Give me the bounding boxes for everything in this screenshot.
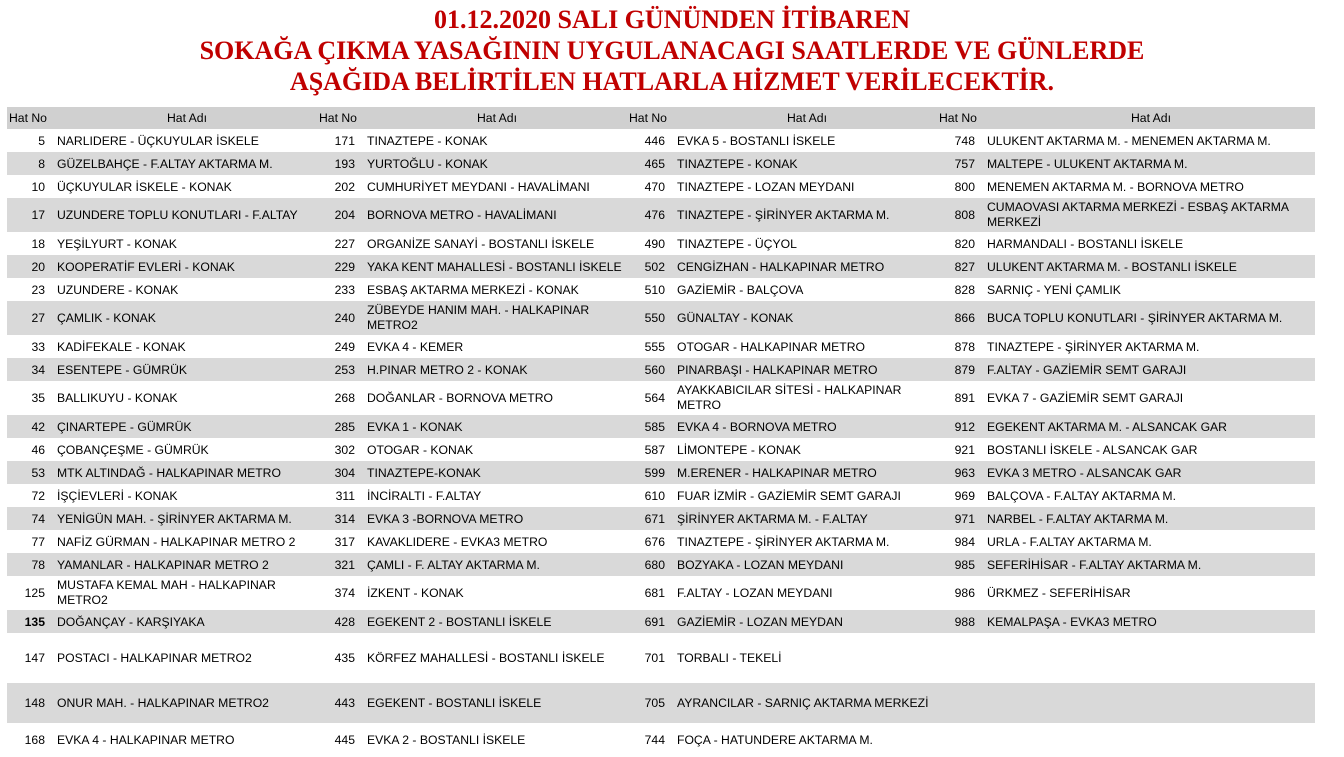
table-row xyxy=(7,484,1315,507)
route-number: 171 xyxy=(334,133,355,148)
table-row xyxy=(7,335,1315,358)
route-name: F.ALTAY - LOZAN MEYDANI xyxy=(677,586,833,600)
route-name: DOĞANLAR - BORNOVA METRO xyxy=(367,391,553,405)
route-name: NARBEL - F.ALTAY AKTARMA M. xyxy=(987,511,1169,526)
route-number: 744 xyxy=(644,733,665,747)
route-number: 681 xyxy=(644,586,665,600)
route-name: URLA - F.ALTAY AKTARMA M. xyxy=(987,534,1152,549)
route-name xyxy=(983,723,1315,757)
table-row xyxy=(7,198,1315,232)
route-name: İNCİRALTI - F.ALTAY xyxy=(367,488,482,503)
route-name: PINARBAŞI - HALKAPINAR METRO xyxy=(677,362,878,377)
route-name: KADİFEKALE - KONAK xyxy=(57,339,186,354)
route-number: 35 xyxy=(31,391,45,405)
route-name: ÜRKMEZ - SEFERİHİSAR xyxy=(987,586,1131,600)
route-number: 828 xyxy=(954,282,975,297)
route-number: 891 xyxy=(954,391,975,405)
route-name: POSTACI - HALKAPINAR METRO2 xyxy=(57,651,252,665)
route-number: 748 xyxy=(954,133,975,148)
table-row xyxy=(7,633,1315,683)
col-header-hat-no: Hat No xyxy=(629,111,667,125)
page-title xyxy=(0,4,1344,97)
route-name: TINAZTEPE - ŞİRİNYER AKTARMA M. xyxy=(677,534,890,549)
col-header-hat-adi: Hat Adı xyxy=(477,111,517,125)
route-number: 676 xyxy=(644,534,665,549)
route-number: 878 xyxy=(954,339,975,354)
route-number: 963 xyxy=(954,465,975,480)
route-number: 490 xyxy=(644,236,665,251)
route-name: NAFİZ GÜRMAN - HALKAPINAR METRO 2 xyxy=(57,534,296,549)
route-number: 443 xyxy=(334,696,355,710)
route-number: 268 xyxy=(334,391,355,405)
route-number: 72 xyxy=(31,488,45,503)
route-name: TINAZTEPE - ÜÇYOL xyxy=(677,236,797,251)
route-name: OTOGAR - KONAK xyxy=(367,442,474,457)
route-number: 229 xyxy=(334,259,355,274)
route-name: MTK ALTINDAĞ - HALKAPINAR METRO xyxy=(57,465,281,480)
table-row xyxy=(7,175,1315,198)
route-name: KEMALPAŞA - EVKA3 METRO xyxy=(987,614,1157,629)
route-number: 34 xyxy=(31,362,45,377)
route-number: 701 xyxy=(644,651,665,665)
route-number: 757 xyxy=(954,156,975,171)
route-name: BOZYAKA - LOZAN MEYDANI xyxy=(677,557,844,572)
route-number: 808 xyxy=(954,208,975,222)
route-number: 610 xyxy=(644,488,665,503)
route-number: 33 xyxy=(31,339,45,354)
route-name: TORBALI - TEKELİ xyxy=(677,651,782,665)
route-name: BORNOVA METRO - HAVALİMANI xyxy=(367,208,557,222)
route-name: NARLIDERE - ÜÇKUYULAR İSKELE xyxy=(57,133,259,148)
table-row xyxy=(7,129,1315,152)
route-number: 42 xyxy=(31,419,45,434)
route-number: 125 xyxy=(24,586,45,600)
route-number: 168 xyxy=(24,733,45,747)
route-number: 10 xyxy=(31,179,45,194)
route-number: 984 xyxy=(954,534,975,549)
route-number: 20 xyxy=(31,259,45,274)
col-header-hat-adi: Hat Adı xyxy=(167,111,207,125)
route-number: 227 xyxy=(334,236,355,251)
route-number: 680 xyxy=(644,557,665,572)
route-number: 800 xyxy=(954,179,975,194)
route-number: 985 xyxy=(954,557,975,572)
route-name: EGEKENT 2 - BOSTANLI İSKELE xyxy=(367,614,552,629)
route-number: 988 xyxy=(954,614,975,629)
table-row xyxy=(7,723,1315,757)
route-name: GAZİEMİR - BALÇOVA xyxy=(677,282,804,297)
route-number: 135 xyxy=(24,614,45,629)
route-name: SARNIÇ - YENİ ÇAMLIK xyxy=(987,282,1121,297)
route-number: 46 xyxy=(31,442,45,457)
route-number: 564 xyxy=(644,391,665,405)
route-name: F.ALTAY - GAZİEMİR SEMT GARAJI xyxy=(987,362,1187,377)
route-number: 986 xyxy=(954,586,975,600)
route-number: 249 xyxy=(334,339,355,354)
route-number: 445 xyxy=(334,733,355,747)
table-header-row xyxy=(7,107,1315,129)
route-number: 233 xyxy=(334,282,355,297)
route-name: EGEKENT AKTARMA M. - ALSANCAK GAR xyxy=(987,419,1227,434)
route-name: M.ERENER - HALKAPINAR METRO xyxy=(677,465,877,480)
route-name: CUMHURİYET MEYDANI - HAVALİMANI xyxy=(367,179,590,194)
route-number: 827 xyxy=(954,259,975,274)
route-number: 691 xyxy=(644,614,665,629)
route-name: ÇOBANÇEŞME - GÜMRÜK xyxy=(57,442,209,457)
route-number: 705 xyxy=(644,696,665,710)
title-line-2: SOKAĞA ÇIKMA YASAĞININ UYGULANACAGI SAATLERDE VE GÜNLERDE xyxy=(199,36,1145,65)
route-name: YAKA KENT MAHALLESİ - BOSTANLI İSKELE xyxy=(367,259,622,274)
route-name: H.PINAR METRO 2 - KONAK xyxy=(367,362,528,377)
route-number: 193 xyxy=(334,156,355,171)
route-name: EVKA 4 - KEMER xyxy=(367,339,464,354)
route-name: MALTEPE - ULUKENT AKTARMA M. xyxy=(987,156,1188,171)
route-name: BUCA TOPLU KONUTLARI - ŞİRİNYER AKTARMA M. xyxy=(987,311,1283,325)
route-number: 599 xyxy=(644,465,665,480)
route-number: 560 xyxy=(644,362,665,377)
route-name: ONUR MAH. - HALKAPINAR METRO2 xyxy=(57,696,269,710)
route-name: ESENTEPE - GÜMRÜK xyxy=(57,362,188,377)
route-name: TINAZTEPE - ŞİRİNYER AKTARMA M. xyxy=(677,208,890,222)
table-row xyxy=(7,301,1315,335)
route-number xyxy=(937,683,983,723)
route-name: BOSTANLI İSKELE - ALSANCAK GAR xyxy=(987,442,1198,457)
table-row xyxy=(7,358,1315,381)
route-number: 435 xyxy=(334,651,355,665)
route-number: 866 xyxy=(954,311,975,325)
route-name: GAZİEMİR - LOZAN MEYDAN xyxy=(677,614,843,629)
route-number: 53 xyxy=(31,465,45,480)
route-number: 285 xyxy=(334,419,355,434)
route-name: LİMONTEPE - KONAK xyxy=(677,442,801,457)
route-name: CUMAOVASI AKTARMA MERKEZİ - ESBAŞ AKTARMA MERKEZİ xyxy=(987,200,1289,229)
title-line-3: AŞAĞIDA BELİRTİLEN HATLARLA HİZMET VERİLECEKTİR. xyxy=(289,67,1055,96)
route-number: 470 xyxy=(644,179,665,194)
route-number: 969 xyxy=(954,488,975,503)
table-row xyxy=(7,610,1315,633)
route-name: TINAZTEPE-KONAK xyxy=(367,465,481,480)
route-name: YAMANLAR - HALKAPINAR METRO 2 xyxy=(57,557,269,572)
route-name: UZUNDERE - KONAK xyxy=(57,282,179,297)
route-number xyxy=(937,633,983,683)
route-number: 27 xyxy=(31,311,45,325)
route-name: İZKENT - KONAK xyxy=(367,586,464,600)
route-name: AYAKKABICILAR SİTESİ - HALKAPINAR METRO xyxy=(677,383,902,412)
table-row xyxy=(7,683,1315,723)
route-name: MENEMEN AKTARMA M. - BORNOVA METRO xyxy=(987,179,1244,194)
route-number: 587 xyxy=(644,442,665,457)
route-number: 240 xyxy=(334,311,355,325)
col-header-hat-adi: Hat Adı xyxy=(787,111,827,125)
table-row xyxy=(7,576,1315,610)
col-header-hat-no: Hat No xyxy=(9,111,47,125)
route-number: 879 xyxy=(954,362,975,377)
route-name: GÜNALTAY - KONAK xyxy=(677,311,794,325)
table-row xyxy=(7,152,1315,175)
table-row xyxy=(7,438,1315,461)
route-number: 465 xyxy=(644,156,665,171)
route-number: 314 xyxy=(334,511,355,526)
route-name: ÇINARTEPE - GÜMRÜK xyxy=(57,419,192,434)
route-number: 374 xyxy=(334,586,355,600)
route-name: UZUNDERE TOPLU KONUTLARI - F.ALTAY xyxy=(57,208,298,222)
route-name: EVKA 3 METRO - ALSANCAK GAR xyxy=(987,465,1182,480)
route-name: TINAZTEPE - KONAK xyxy=(367,133,488,148)
route-number: 321 xyxy=(334,557,355,572)
route-number: 204 xyxy=(334,208,355,222)
table-row xyxy=(7,530,1315,553)
route-name: İŞÇİEVLERİ - KONAK xyxy=(57,488,178,503)
route-name: FOÇA - HATUNDERE AKTARMA M. xyxy=(677,733,873,747)
route-name: EVKA 1 - KONAK xyxy=(367,419,463,434)
route-number: 912 xyxy=(954,419,975,434)
route-number: 8 xyxy=(38,156,45,171)
route-name: FUAR İZMİR - GAZİEMİR SEMT GARAJI xyxy=(677,488,901,503)
route-number: 74 xyxy=(31,511,45,526)
route-number: 428 xyxy=(334,614,355,629)
route-name: DOĞANÇAY - KARŞIYAKA xyxy=(57,614,205,629)
table-row xyxy=(7,278,1315,301)
route-name: ŞİRİNYER AKTARMA M. - F.ALTAY xyxy=(677,511,868,526)
route-name: EGEKENT - BOSTANLI İSKELE xyxy=(367,696,542,710)
route-name: KOOPERATİF EVLERİ - KONAK xyxy=(57,259,235,274)
route-name: EVKA 3 -BORNOVA METRO xyxy=(367,511,524,526)
route-number: 202 xyxy=(334,179,355,194)
route-number: 78 xyxy=(31,557,45,572)
col-header-hat-no: Hat No xyxy=(939,111,977,125)
route-number: 17 xyxy=(31,208,45,222)
route-name: GÜZELBAHÇE - F.ALTAY AKTARMA M. xyxy=(57,156,273,171)
table-row xyxy=(7,381,1315,415)
route-name: ORGANİZE SANAYİ - BOSTANLI İSKELE xyxy=(367,236,595,251)
route-number: 77 xyxy=(31,534,45,549)
route-name: YENİGÜN MAH. - ŞİRİNYER AKTARMA M. xyxy=(57,511,292,526)
route-name xyxy=(983,633,1315,683)
route-number: 446 xyxy=(644,133,665,148)
table-body xyxy=(7,129,1315,757)
route-name: EVKA 2 - BOSTANLI İSKELE xyxy=(367,733,526,747)
table-row xyxy=(7,507,1315,530)
route-number: 971 xyxy=(954,511,975,526)
route-name: BALÇOVA - F.ALTAY AKTARMA M. xyxy=(987,488,1176,503)
route-number: 311 xyxy=(335,488,355,503)
route-number: 921 xyxy=(954,442,975,457)
table-row xyxy=(7,415,1315,438)
route-name: EVKA 4 - BORNOVA METRO xyxy=(677,419,837,434)
route-name: ESBAŞ AKTARMA MERKEZİ - KONAK xyxy=(367,282,579,297)
table-row xyxy=(7,255,1315,278)
route-number: 820 xyxy=(954,236,975,251)
route-number: 148 xyxy=(24,696,45,710)
route-name: MUSTAFA KEMAL MAH - HALKAPINAR METRO2 xyxy=(57,578,276,607)
route-number: 23 xyxy=(31,282,45,297)
table-row xyxy=(7,232,1315,255)
route-name: AYRANCILAR - SARNIÇ AKTARMA MERKEZİ xyxy=(677,696,929,710)
route-number: 671 xyxy=(644,511,665,526)
route-name: ULUKENT AKTARMA M. - MENEMEN AKTARMA M. xyxy=(987,133,1271,148)
route-name: CENGİZHAN - HALKAPINAR METRO xyxy=(677,259,885,274)
route-number: 585 xyxy=(644,419,665,434)
table-row xyxy=(7,553,1315,576)
route-name: SEFERİHİSAR - F.ALTAY AKTARMA M. xyxy=(987,557,1202,572)
route-number xyxy=(937,723,983,757)
route-number: 555 xyxy=(644,339,665,354)
route-number: 476 xyxy=(644,208,665,222)
route-name: ZÜBEYDE HANIM MAH. - HALKAPINAR METRO2 xyxy=(367,303,590,332)
route-name: YEŞİLYURT - KONAK xyxy=(57,236,177,251)
route-name: BALLIKUYU - KONAK xyxy=(57,391,178,405)
route-name: KÖRFEZ MAHALLESİ - BOSTANLI İSKELE xyxy=(367,651,605,665)
route-name: EVKA 4 - HALKAPINAR METRO xyxy=(57,733,235,747)
route-name: YURTOĞLU - KONAK xyxy=(367,156,488,171)
route-name: KAVAKLIDERE - EVKA3 METRO xyxy=(367,534,548,549)
route-name: EVKA 7 - GAZİEMİR SEMT GARAJI xyxy=(987,391,1184,405)
route-number: 302 xyxy=(334,442,355,457)
route-name: TINAZTEPE - LOZAN MEYDANI xyxy=(677,179,855,194)
route-number: 550 xyxy=(644,311,665,325)
route-number: 253 xyxy=(334,362,355,377)
col-header-hat-no: Hat No xyxy=(319,111,357,125)
col-header-hat-adi: Hat Adı xyxy=(1131,111,1171,125)
route-name: ULUKENT AKTARMA M. - BOSTANLI İSKELE xyxy=(987,259,1237,274)
route-name: HARMANDALI - BOSTANLI İSKELE xyxy=(987,236,1184,251)
route-number: 510 xyxy=(644,282,665,297)
route-name: TINAZTEPE - KONAK xyxy=(677,156,798,171)
route-name: ÜÇKUYULAR İSKELE - KONAK xyxy=(57,179,232,194)
route-name: ÇAMLIK - KONAK xyxy=(57,311,156,325)
table-row xyxy=(7,461,1315,484)
route-number: 147 xyxy=(24,651,45,665)
route-number: 18 xyxy=(31,236,45,251)
route-name: ÇAMLI - F. ALTAY AKTARMA M. xyxy=(367,557,540,572)
route-number: 502 xyxy=(644,259,665,274)
route-name: OTOGAR - HALKAPINAR METRO xyxy=(677,339,866,354)
route-name xyxy=(983,683,1315,723)
route-name: EVKA 5 - BOSTANLI İSKELE xyxy=(677,133,836,148)
route-table xyxy=(7,107,1315,757)
route-number: 317 xyxy=(334,534,355,549)
route-number: 5 xyxy=(38,133,45,148)
route-number: 304 xyxy=(334,465,355,480)
title-line-1: 01.12.2020 SALI GÜNÜNDEN İTİBAREN xyxy=(433,5,910,34)
route-name: TINAZTEPE - ŞİRİNYER AKTARMA M. xyxy=(987,339,1200,354)
